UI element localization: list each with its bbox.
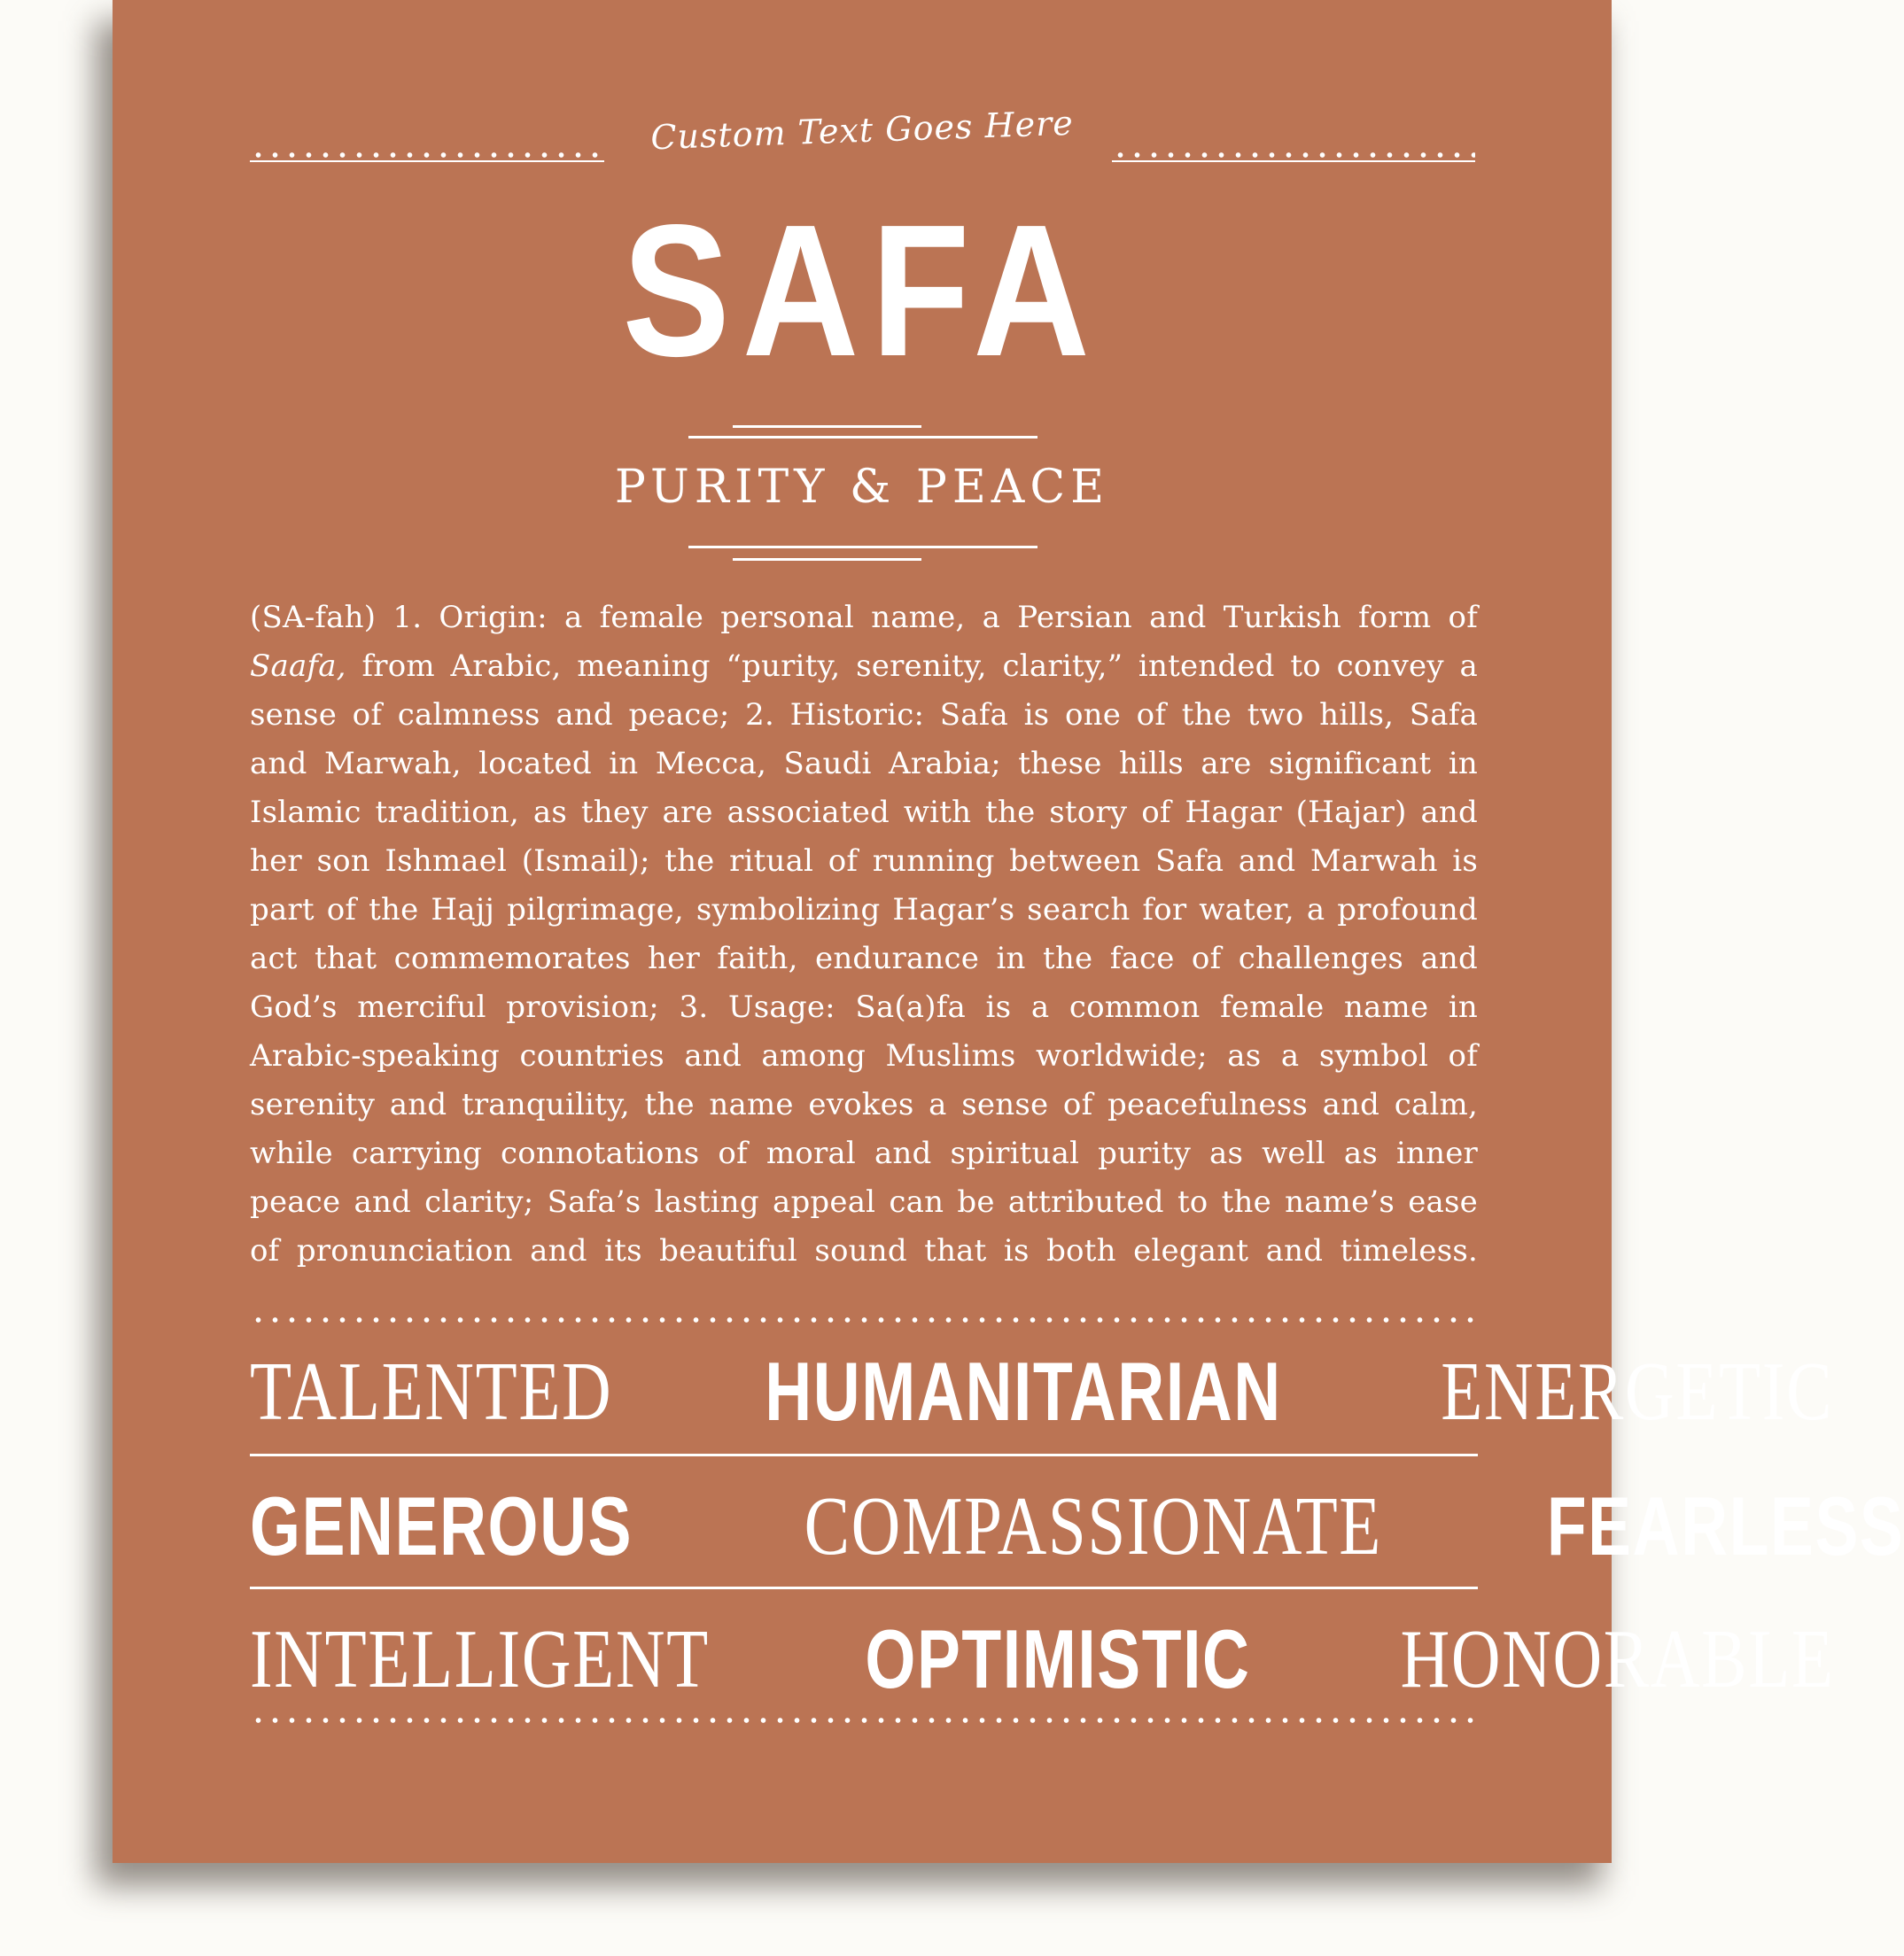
traits-rule xyxy=(250,1587,1478,1589)
definition-italic-word: Saafa, xyxy=(250,648,346,684)
header-rule-right xyxy=(1112,160,1475,162)
name-title: SAFA xyxy=(622,185,1102,395)
trait-word: GENEROUS xyxy=(250,1479,633,1572)
trait-word: INTELLIGENT xyxy=(250,1613,710,1705)
meaning-rule-bottom-short xyxy=(733,558,921,561)
definition-line: Islamic tradition, as they are associated with the story of Hagar (Hajar) and xyxy=(250,795,1478,830)
traits-dots-bottom xyxy=(250,1718,1478,1723)
meaning-rule-top-long xyxy=(688,436,1037,439)
trait-row xyxy=(250,1343,1834,1440)
trait-word: ENERGETIC xyxy=(1441,1346,1834,1438)
meaning-rule-bottom-long xyxy=(688,546,1037,548)
traits-rule xyxy=(250,1454,1478,1456)
definition-line: God’s merciful provision; 3. Usage: Sa(a)fa is a common female name in xyxy=(250,990,1478,1025)
name-poster xyxy=(113,0,1904,1863)
definition-line: of pronunciation and its beautiful sound that is both elegant and timeless. xyxy=(250,1233,1478,1269)
trait-row xyxy=(250,1611,1835,1708)
name-definition xyxy=(250,594,1478,1276)
name-meaning: PURITY & PEACE xyxy=(614,461,1110,514)
trait-word: COMPASSIONATE xyxy=(804,1480,1383,1572)
trait-word: HONORABLE xyxy=(1400,1613,1835,1705)
definition-line: serenity and tranquility, the name evokes a sense of peacefulness and calm, xyxy=(250,1087,1478,1122)
definition-line: her son Ishmael (Ismail); the ritual of running between Safa and Marwah is xyxy=(250,843,1478,879)
definition-line xyxy=(250,642,1478,691)
definition-line-text: from Arabic, meaning “purity, serenity, clarity,” intended to convey a xyxy=(361,648,1478,684)
definition-line: and Marwah, located in Mecca, Saudi Arabia; these hills are significant in xyxy=(250,746,1478,781)
trait-row xyxy=(250,1478,1904,1575)
trait-word: TALENTED xyxy=(250,1346,613,1438)
header-dots-right xyxy=(1112,152,1475,158)
definition-line: (SA-fah) 1. Origin: a female personal name, a Persian and Turkish form of xyxy=(250,600,1478,635)
definition-line: sense of calmness and peace; 2. Historic: Safa is one of the two hills, Safa xyxy=(250,697,1478,733)
traits-dots-top xyxy=(250,1317,1478,1323)
definition-line: while carrying connotations of moral and spiritual purity as well as inner xyxy=(250,1136,1478,1171)
trait-word: HUMANITARIAN xyxy=(765,1345,1282,1438)
meaning-rule-top-short xyxy=(733,425,921,428)
definition-line: act that commemorates her faith, endurance in the face of challenges and xyxy=(250,941,1478,976)
definition-line: Arabic-speaking countries and among Muslims worldwide; as a symbol of xyxy=(250,1038,1478,1074)
definition-line: peace and clarity; Safa’s lasting appeal can be attributed to the name’s ease xyxy=(250,1184,1478,1220)
custom-text: Custom Text Goes Here xyxy=(649,103,1075,158)
trait-word: FEARLESS xyxy=(1546,1479,1904,1572)
definition-line: part of the Hajj pilgrimage, symbolizing Hagar’s search for water, a profound xyxy=(250,892,1478,928)
trait-word: OPTIMISTIC xyxy=(865,1612,1251,1705)
